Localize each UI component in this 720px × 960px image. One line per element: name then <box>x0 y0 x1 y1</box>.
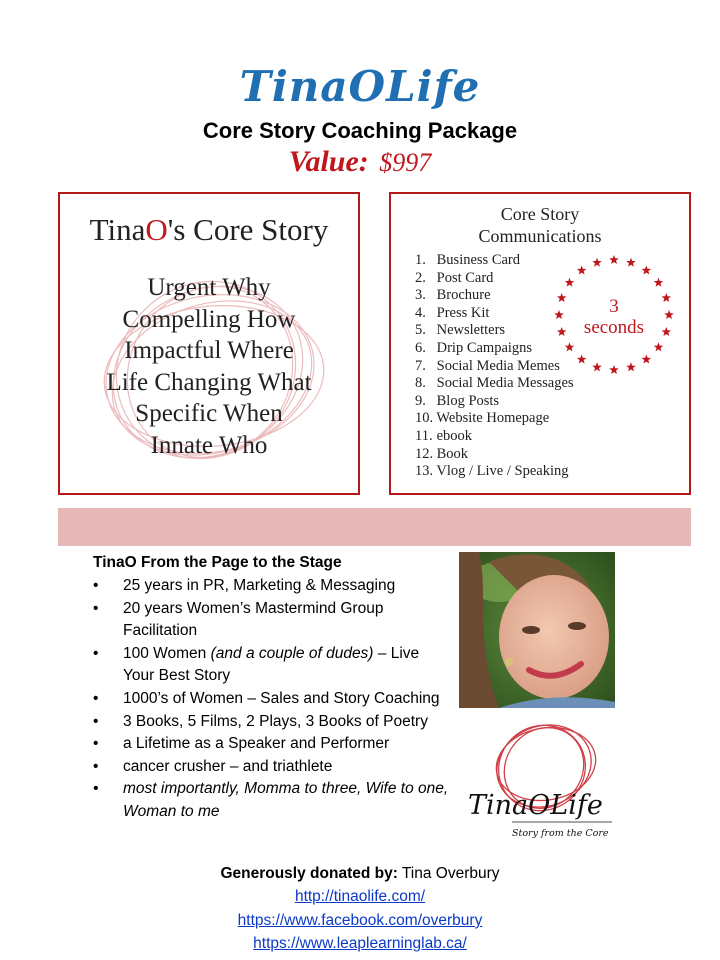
bio-text: 3 Books, 5 Films, 2 Plays, 3 Books of Poetry <box>123 712 428 730</box>
core-story-line: Life Changing What <box>106 368 312 396</box>
core-story-line: Innate Who <box>150 431 268 459</box>
star-icon <box>664 310 674 319</box>
list-item-label: Book <box>436 445 469 462</box>
star-icon <box>577 266 587 275</box>
badge-number: 3 <box>609 296 619 317</box>
list-item-number: 3. <box>415 287 426 304</box>
donated-label: Generously donated by: <box>220 865 398 882</box>
list-item-label: Drip Campaigns <box>436 339 533 356</box>
communications-title-line1: Core Story <box>500 204 580 224</box>
value-label: Value: <box>288 145 369 178</box>
list-item-label: Website Homepage <box>436 410 550 427</box>
bio-item <box>93 733 453 756</box>
list-item-number: 4. <box>415 304 426 321</box>
list-item-number: 5. <box>415 322 426 339</box>
value-amount: $997 <box>379 148 432 177</box>
three-seconds-badge <box>569 296 659 338</box>
list-item-label: Post Card <box>436 269 494 286</box>
core-story-title-name: TinaO <box>89 212 168 247</box>
core-story-line: Urgent Why <box>147 274 271 301</box>
star-icon <box>577 355 587 364</box>
star-icon <box>642 355 652 364</box>
list-item-label: Press Kit <box>436 304 490 321</box>
communications-title <box>391 203 689 247</box>
list-item-number: 2. <box>415 269 426 286</box>
list-item-label: Social Media Memes <box>436 357 560 374</box>
bio-item <box>93 711 453 734</box>
list-item-label: Business Card <box>436 252 520 268</box>
brand-title: TinaOLife <box>239 62 481 111</box>
bio-text: 100 Women <box>123 644 211 662</box>
list-item-number: 6. <box>415 339 426 356</box>
bio-heading: TinaO From the Page to the Stage <box>93 554 342 571</box>
star-icon <box>592 258 602 267</box>
portrait-photo <box>459 552 615 708</box>
list-item-number: 11. <box>415 427 433 444</box>
bio-item <box>93 643 453 688</box>
core-story-line: Compelling How <box>122 305 296 333</box>
link-leaplearninglab[interactable]: https://www.leaplearninglab.ca/ <box>253 935 467 953</box>
star-icon <box>626 362 636 371</box>
bio-text: 25 years in PR, Marketing & Messaging <box>123 577 396 594</box>
core-story-title <box>60 212 358 248</box>
bio-text-italic: (and a couple of dudes) <box>210 644 374 662</box>
link-facebook[interactable]: https://www.facebook.com/overbury <box>237 911 483 929</box>
footer <box>0 862 720 956</box>
bio-text-italic: most importantly, Momma to three, Wife to one, Woman to me <box>123 780 449 820</box>
star-icon <box>609 365 619 374</box>
communications-title-line2: Communications <box>478 226 602 246</box>
core-story-line: Specific When <box>135 400 283 427</box>
list-item <box>415 410 574 428</box>
core-story-box <box>58 192 360 495</box>
bio-item <box>93 598 453 643</box>
star-icon <box>662 327 672 336</box>
bio-item <box>93 575 453 598</box>
list-item-number: 9. <box>415 392 426 409</box>
bio-text: a Lifetime as a Speaker and Performer <box>123 735 390 753</box>
list-item-label: Brochure <box>436 287 491 304</box>
list-item-label: ebook <box>436 427 473 444</box>
badge-unit: seconds <box>583 317 645 338</box>
bio-text: 20 years Women’s Mastermind Group Facilitation <box>123 599 384 640</box>
bio-text: 1000’s of Women – Sales and Story Coaching <box>123 689 440 707</box>
bio-text: – Live Your Best Story <box>123 644 420 685</box>
list-item-number: 10. <box>415 410 434 427</box>
link-website[interactable]: http://tinaolife.com/ <box>294 888 426 906</box>
core-story-line: Impactful Where <box>124 337 294 364</box>
star-icon <box>592 362 602 371</box>
communications-box <box>389 192 691 495</box>
star-icon <box>642 266 652 275</box>
package-title: Core Story Coaching Package <box>202 118 518 143</box>
star-icon <box>662 293 672 302</box>
list-item-number: 1. <box>415 252 426 268</box>
list-item-label: Social Media Messages <box>436 375 574 392</box>
core-story-title-rest: 's Core Story <box>167 212 329 247</box>
bio-item <box>93 688 453 711</box>
tinaolife-logo <box>462 718 622 848</box>
star-icon <box>565 342 575 351</box>
list-item <box>415 446 574 464</box>
divider-band <box>58 508 691 546</box>
logo-wordmark: TinaOLife <box>468 790 603 821</box>
list-item-label: Newsletters <box>436 322 506 339</box>
star-icon <box>554 310 564 319</box>
list-item-number: 7. <box>415 357 426 374</box>
star-icon <box>626 258 636 267</box>
donor-line <box>0 862 720 885</box>
bio-item <box>93 756 453 779</box>
star-icon <box>565 278 575 287</box>
star-icon <box>557 327 567 336</box>
list-item <box>415 463 574 481</box>
star-icon <box>654 342 664 351</box>
value-line <box>0 145 720 179</box>
list-item-label: Blog Posts <box>436 392 500 409</box>
bio-text: cancer crusher – and triathlete <box>123 757 333 775</box>
portrait-image <box>459 552 615 708</box>
list-item-number: 12. <box>415 445 434 462</box>
donor-name: Tina Overbury <box>397 865 500 882</box>
star-icon <box>609 255 619 264</box>
core-story-list <box>60 272 358 461</box>
bio-list <box>93 575 453 824</box>
list-item <box>415 428 574 446</box>
star-icon <box>654 278 664 287</box>
list-item-number: 8. <box>415 375 426 392</box>
list-item <box>415 393 574 411</box>
bio-item <box>93 778 453 823</box>
list-item-label: Vlog / Live / Speaking <box>436 463 569 480</box>
star-icon <box>557 293 567 302</box>
logo-tagline: Story from the Core <box>512 828 609 839</box>
list-item-number: 13. <box>415 463 434 480</box>
